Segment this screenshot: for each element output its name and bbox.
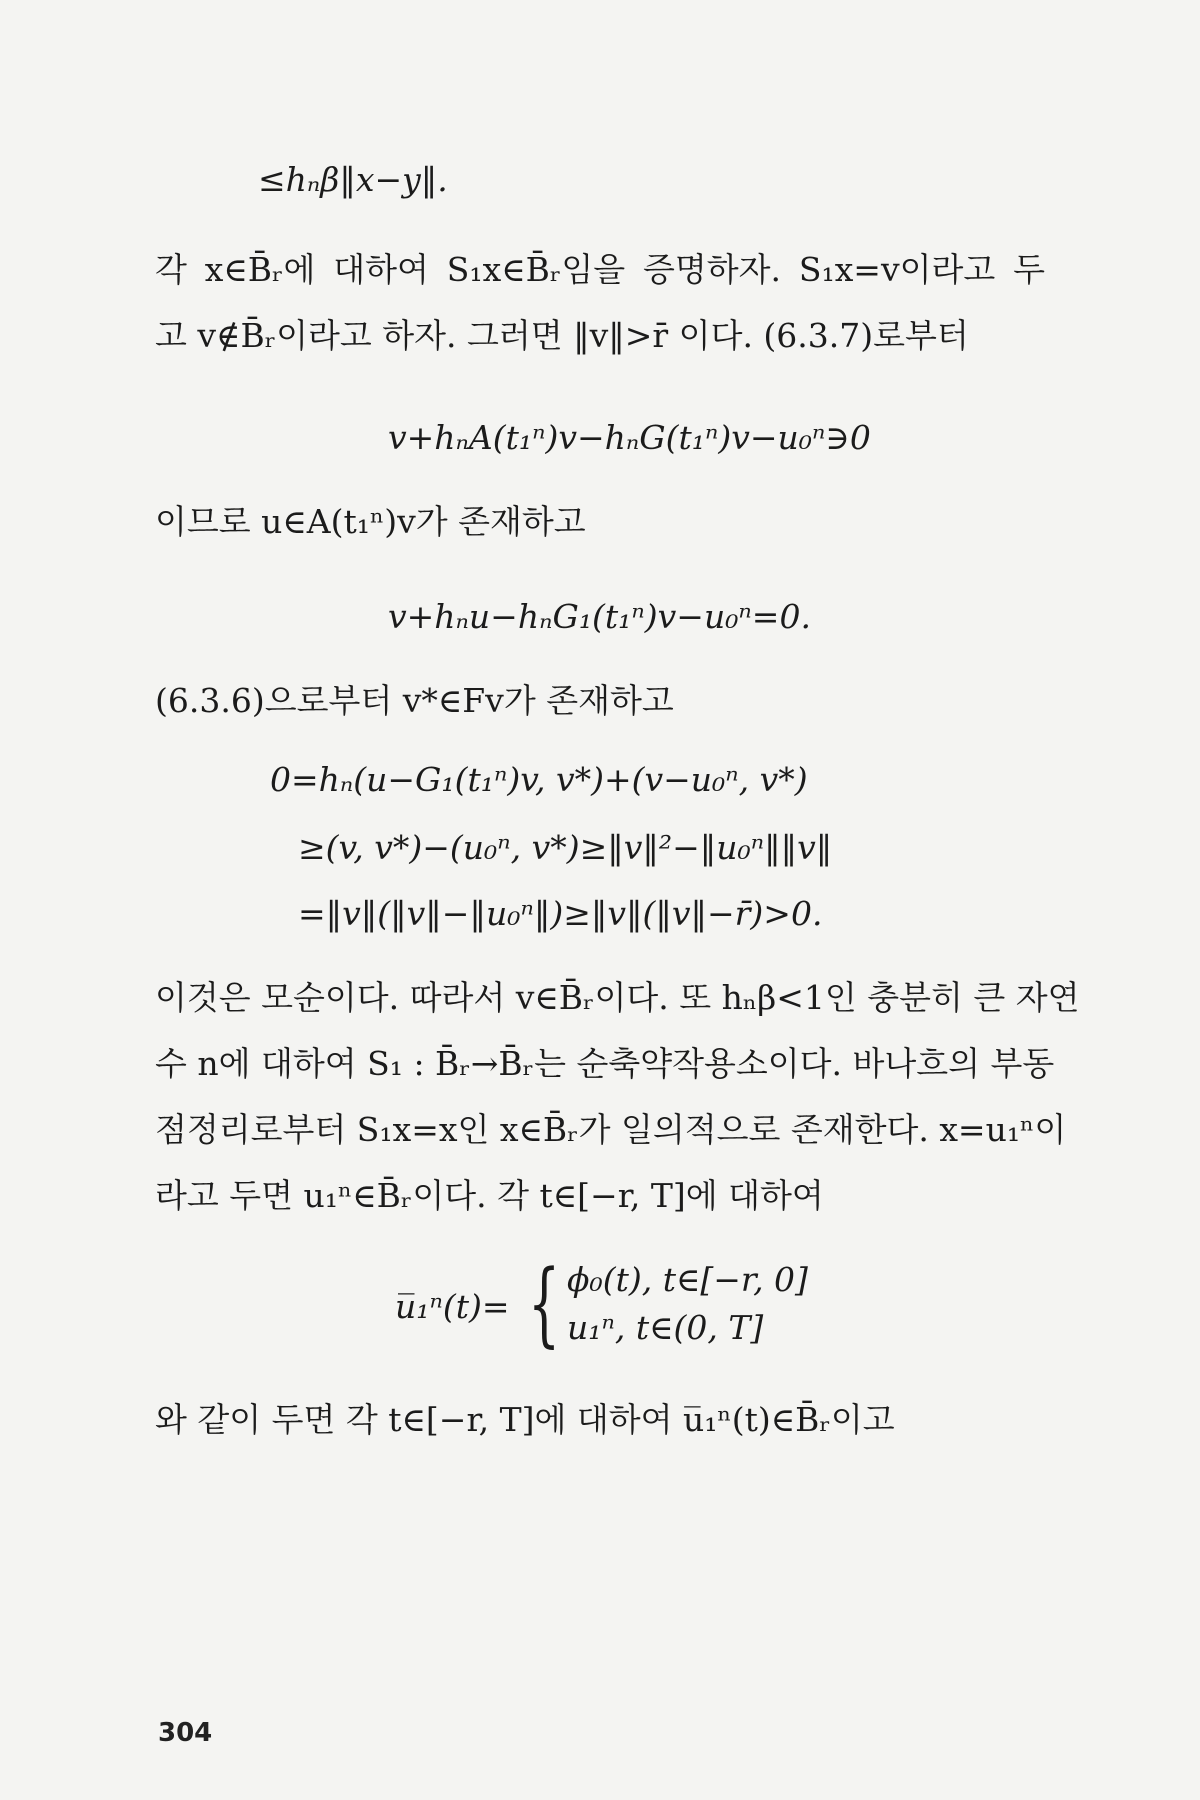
inequality-line: ≤hₙβ‖x−y‖. (258, 160, 448, 199)
text-line-11: 이것은 모순이다. 따라서 v∈B̄ᵣ이다. 또 hₙβ<1인 충분히 큰 자연 (155, 978, 1080, 1017)
piecewise-case-2: u₁ⁿ, t∈(0, T] (567, 1308, 764, 1347)
equation-zero: v+hₙu−hₙG₁(t₁ⁿ)v−u₀ⁿ=0. (388, 597, 811, 636)
piecewise-definition (395, 1252, 855, 1362)
piecewise-case-1: ϕ₀(t), t∈[−r, 0] (567, 1260, 808, 1299)
equation-step-2: ≥(v, v*)−(u₀ⁿ, v*)≥‖v‖²−‖u₀ⁿ‖‖v‖ (298, 828, 833, 867)
left-brace: { (528, 1250, 561, 1357)
equation-step-3: =‖v‖(‖v‖−‖u₀ⁿ‖)≥‖v‖(‖v‖−r̄)>0. (298, 894, 823, 933)
text-line-12: 수 n에 대하여 S₁ : B̄ᵣ→B̄ᵣ는 순축약작용소이다. 바나흐의 부동 (155, 1044, 1055, 1083)
page-number: 304 (158, 1718, 213, 1748)
text-line-14: 라고 두면 u₁ⁿ∈B̄ᵣ이다. 각 t∈[−r, T]에 대하여 (155, 1176, 824, 1215)
piecewise-lhs: u̅₁ⁿ(t)= (395, 1287, 510, 1326)
text-line-2: 각 x∈B̄ᵣ에 대하여 S₁x∈B̄ᵣ임을 증명하자. S₁x=v이라고 두 (155, 250, 1045, 289)
text-line-3: 고 v∉B̄ᵣ이라고 하자. 그러면 ‖v‖>r̄ 이다. (6.3.7)로부터 (155, 316, 969, 355)
text-line-15: 와 같이 두면 각 t∈[−r, T]에 대하여 u̅₁ⁿ(t)∈B̄ᵣ이고 (155, 1400, 895, 1439)
text-line-7: (6.3.6)으로부터 v*∈Fv가 존재하고 (155, 681, 674, 720)
text-line-13: 점정리로부터 S₁x=x인 x∈B̄ᵣ가 일의적으로 존재한다. x=u₁ⁿ이 (155, 1110, 1067, 1149)
equation-inclusion: v+hₙA(t₁ⁿ)v−hₙG(t₁ⁿ)v−u₀ⁿ∋0 (388, 418, 871, 457)
text-line-5: 이므로 u∈A(t₁ⁿ)v가 존재하고 (155, 502, 586, 541)
equation-step-1: 0=hₙ(u−G₁(t₁ⁿ)v, v*)+(v−u₀ⁿ, v*) (270, 760, 808, 799)
